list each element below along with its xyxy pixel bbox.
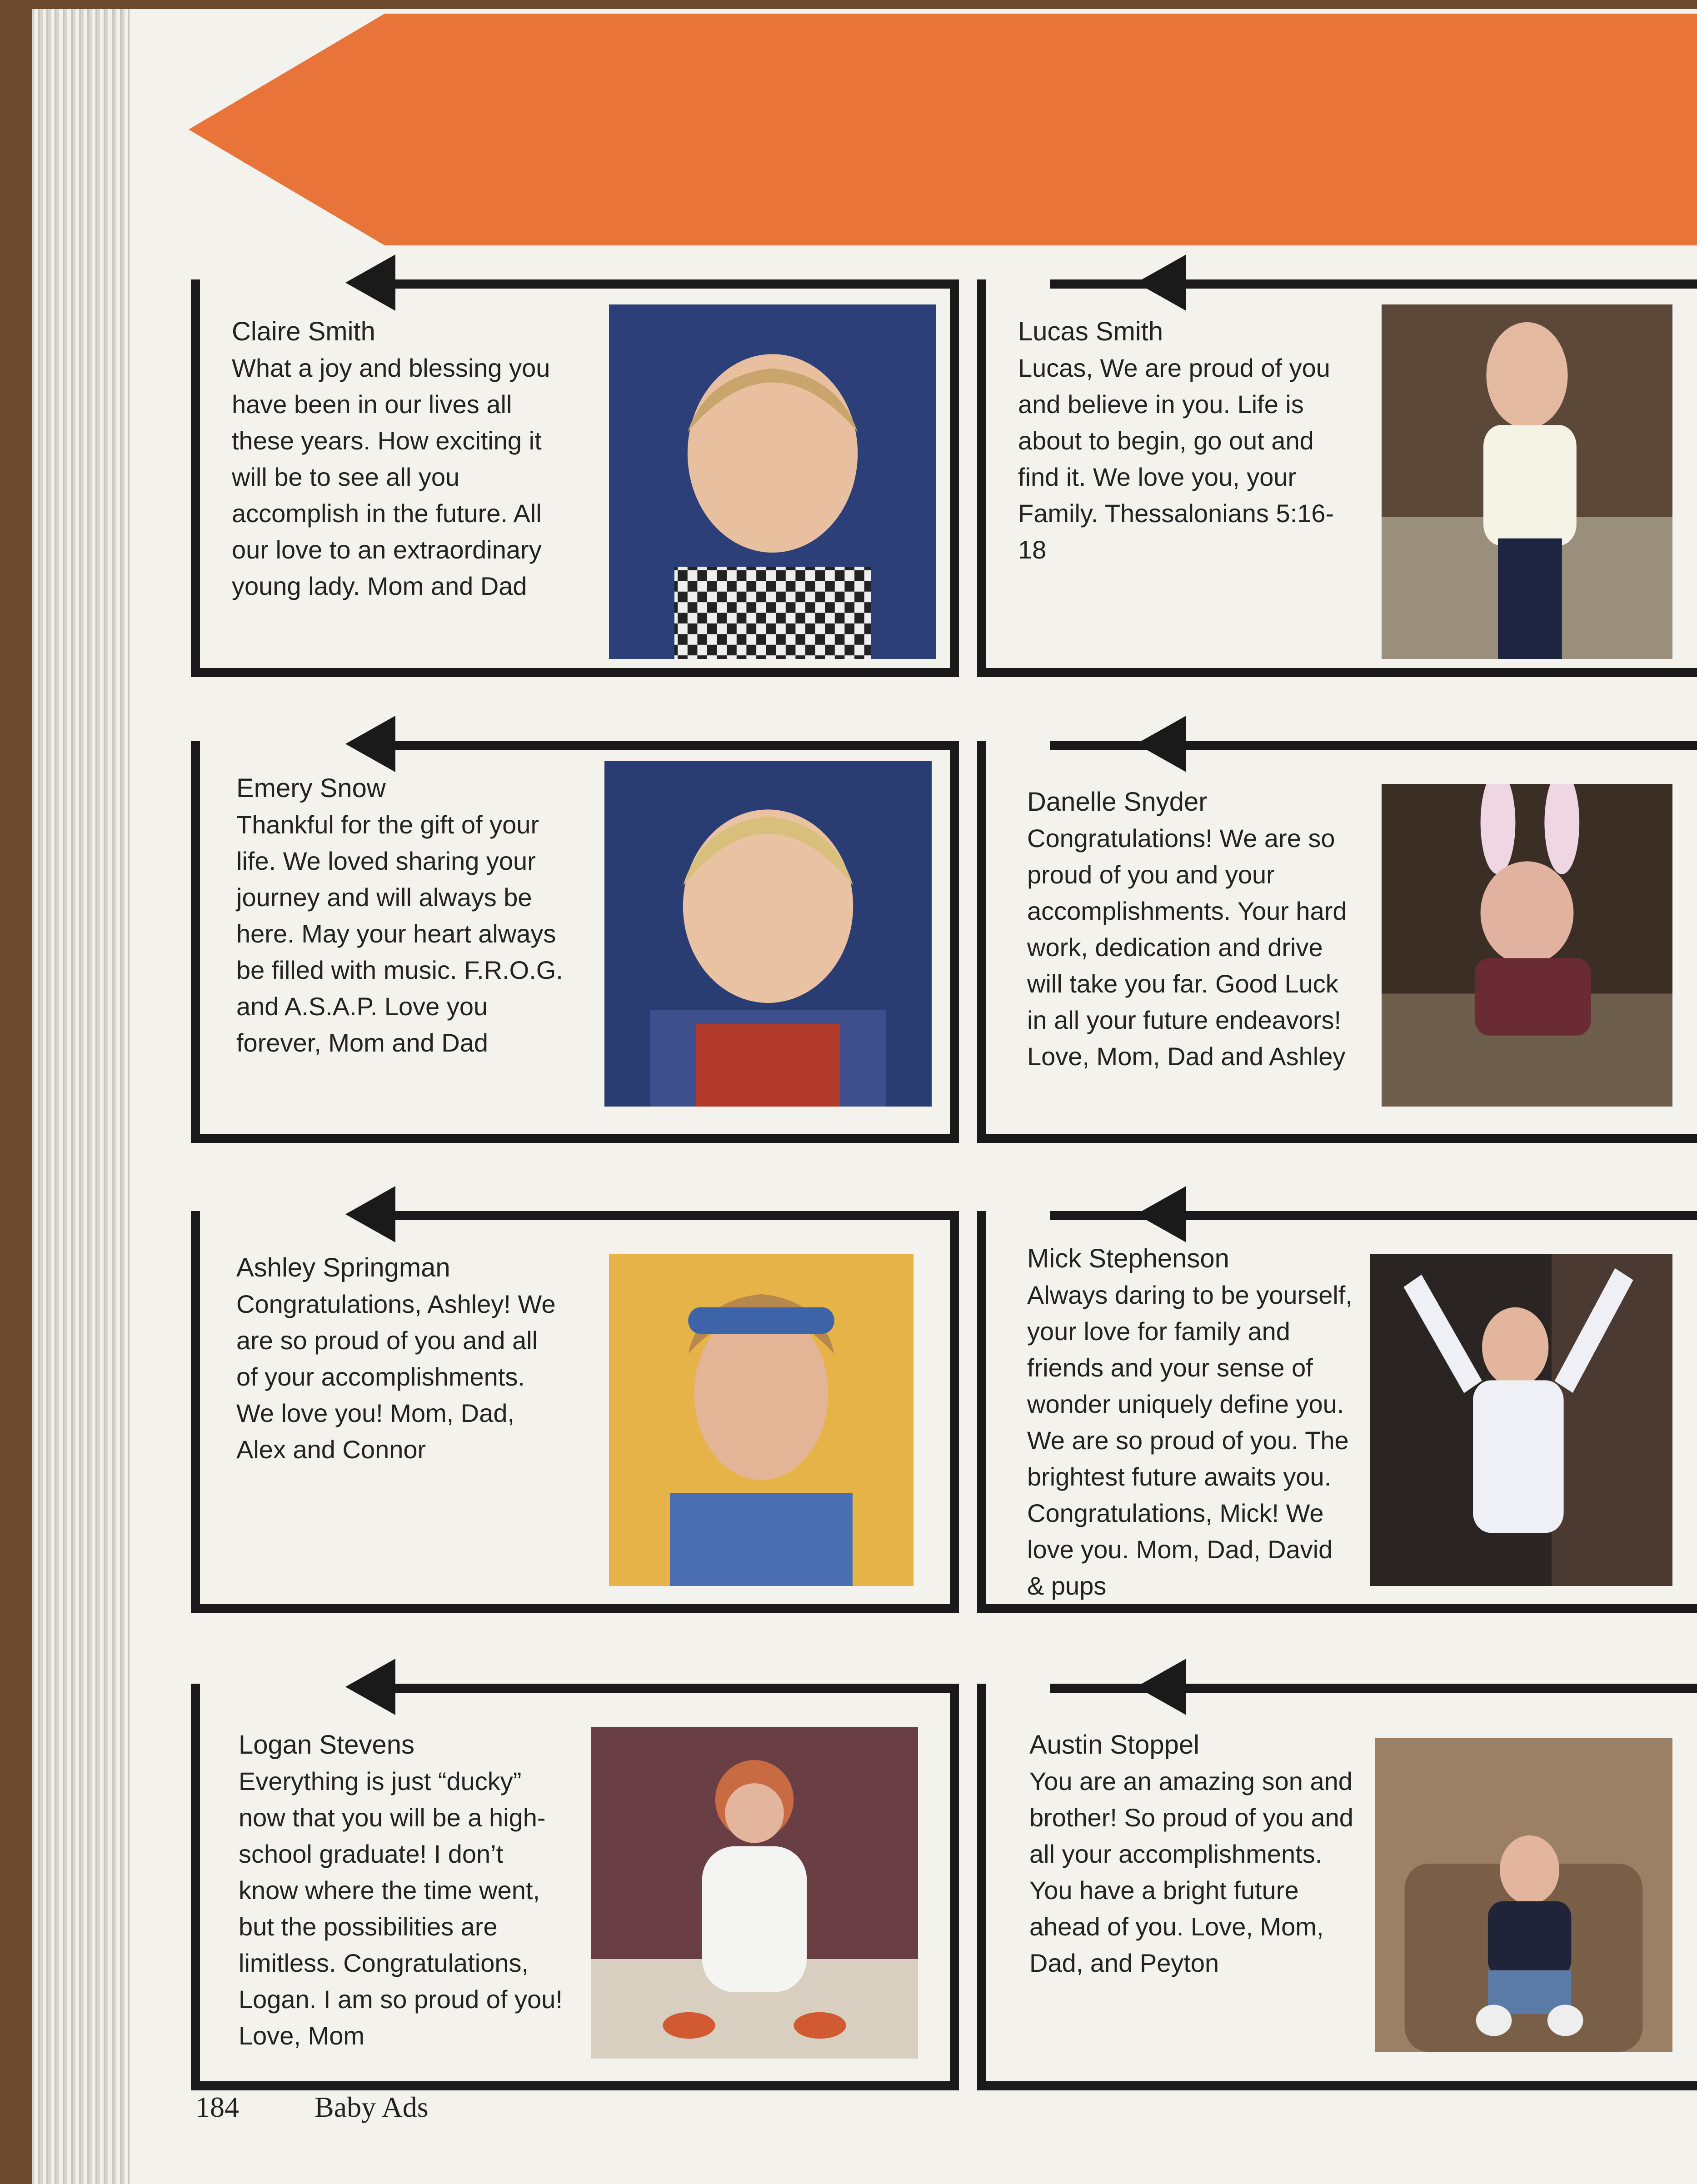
card-text	[232, 314, 559, 604]
card-text	[236, 1250, 564, 1468]
card-text	[1027, 784, 1354, 1075]
baby-photo	[1375, 1738, 1672, 2052]
baby-photo	[1370, 1254, 1672, 1586]
card-text	[239, 1727, 566, 2054]
child-name: Danelle Snyder	[1027, 787, 1208, 817]
ad-card-mick-stephenson	[977, 1186, 1697, 1613]
card-message: What a joy and blessing you have been in our lives all these years. How exciting it will be to see all you accomplish in the future. All our love to an extraordinary young lady. Mom and Dad	[232, 354, 550, 600]
card-text	[1027, 1241, 1354, 1604]
page-edge	[32, 9, 136, 2184]
card-message: Thankful for the gift of your life. We loved sharing your journey and will always be here. May your heart always be filled with music. F.R.O.G. and A.S.A.P. Love you forever, Mom and Dad	[236, 810, 563, 1057]
ad-card-logan-stevens	[191, 1659, 959, 2090]
card-message: Everything is just “ducky” now that you will be a high-school graduate! I don’t know where the time went, but the possibilities are limitless. Congratulations, Logan. I am so proud of you! Love, Mom	[239, 1767, 563, 2050]
card-text	[1029, 1727, 1357, 1981]
arrow-line	[359, 1684, 959, 1693]
arrow-line	[359, 741, 959, 750]
page-footer	[195, 2090, 497, 2124]
arrow-left-icon	[345, 254, 395, 311]
ad-card-ashley-springman	[191, 1186, 959, 1613]
arrow-left-icon	[345, 716, 395, 772]
arrow-left-icon	[1136, 254, 1186, 311]
baby-photo	[591, 1727, 918, 2059]
baby-photo	[1382, 784, 1672, 1107]
arrow-line	[359, 1211, 959, 1220]
arrow-left-icon	[1136, 716, 1186, 772]
arrow-left-icon	[1136, 1186, 1186, 1242]
arrow-line	[359, 279, 959, 289]
child-name: Mick Stephenson	[1027, 1244, 1229, 1273]
page-number: 184	[195, 2091, 239, 2123]
card-text	[236, 770, 564, 1061]
ad-card-lucas-smith	[977, 254, 1697, 677]
ad-card-austin-stoppel	[977, 1659, 1697, 2090]
child-name: Ashley Springman	[236, 1253, 450, 1282]
ad-card-emery-snow	[191, 716, 959, 1143]
arrow-left-icon	[345, 1659, 395, 1715]
baby-photo	[604, 761, 932, 1107]
orange-banner	[189, 14, 1697, 245]
card-message: Always daring to be yourself, your love for family and friends and your sense of wonder uniquely define you. We are so proud of you. The brightest future awaits you. Congratulations, Mick! We love you. Mom, Dad, David & pups	[1027, 1281, 1353, 1600]
ad-card-claire-smith	[191, 254, 959, 677]
child-name: Claire Smith	[232, 317, 375, 346]
baby-photo	[1382, 304, 1672, 659]
child-name: Emery Snow	[236, 773, 386, 803]
section-title: Baby Ads	[314, 2091, 429, 2123]
child-name: Logan Stevens	[239, 1730, 414, 1760]
baby-photo	[609, 1254, 913, 1586]
child-name: Austin Stoppel	[1029, 1730, 1200, 1760]
baby-photo	[609, 304, 936, 659]
card-message: Congratulations! We are so proud of you and your accomplishments. Your hard work, dedication and drive will take you far. Good Luck in all your future endeavors! Love, Mom, Dad and Ashley	[1027, 824, 1347, 1071]
card-message: You are an amazing son and brother! So proud of you and all your accomplishments. You have a bright future ahead of you. Love, Mom, Dad, and Peyton	[1029, 1767, 1353, 1977]
card-message: Congratulations, Ashley! We are so proud of you and all of your accomplishments. We love you! Mom, Dad, Alex and Connor	[236, 1290, 556, 1464]
child-name: Lucas Smith	[1018, 317, 1163, 346]
ad-card-danelle-snyder	[977, 716, 1697, 1143]
card-message: Lucas, We are proud of you and believe in you. Life is about to begin, go out and find it. We love you, your Family. Thessalonians 5:16-18	[1018, 354, 1334, 564]
card-text	[1018, 314, 1345, 568]
arrow-left-icon	[345, 1186, 395, 1242]
arrow-left-icon	[1136, 1659, 1186, 1715]
